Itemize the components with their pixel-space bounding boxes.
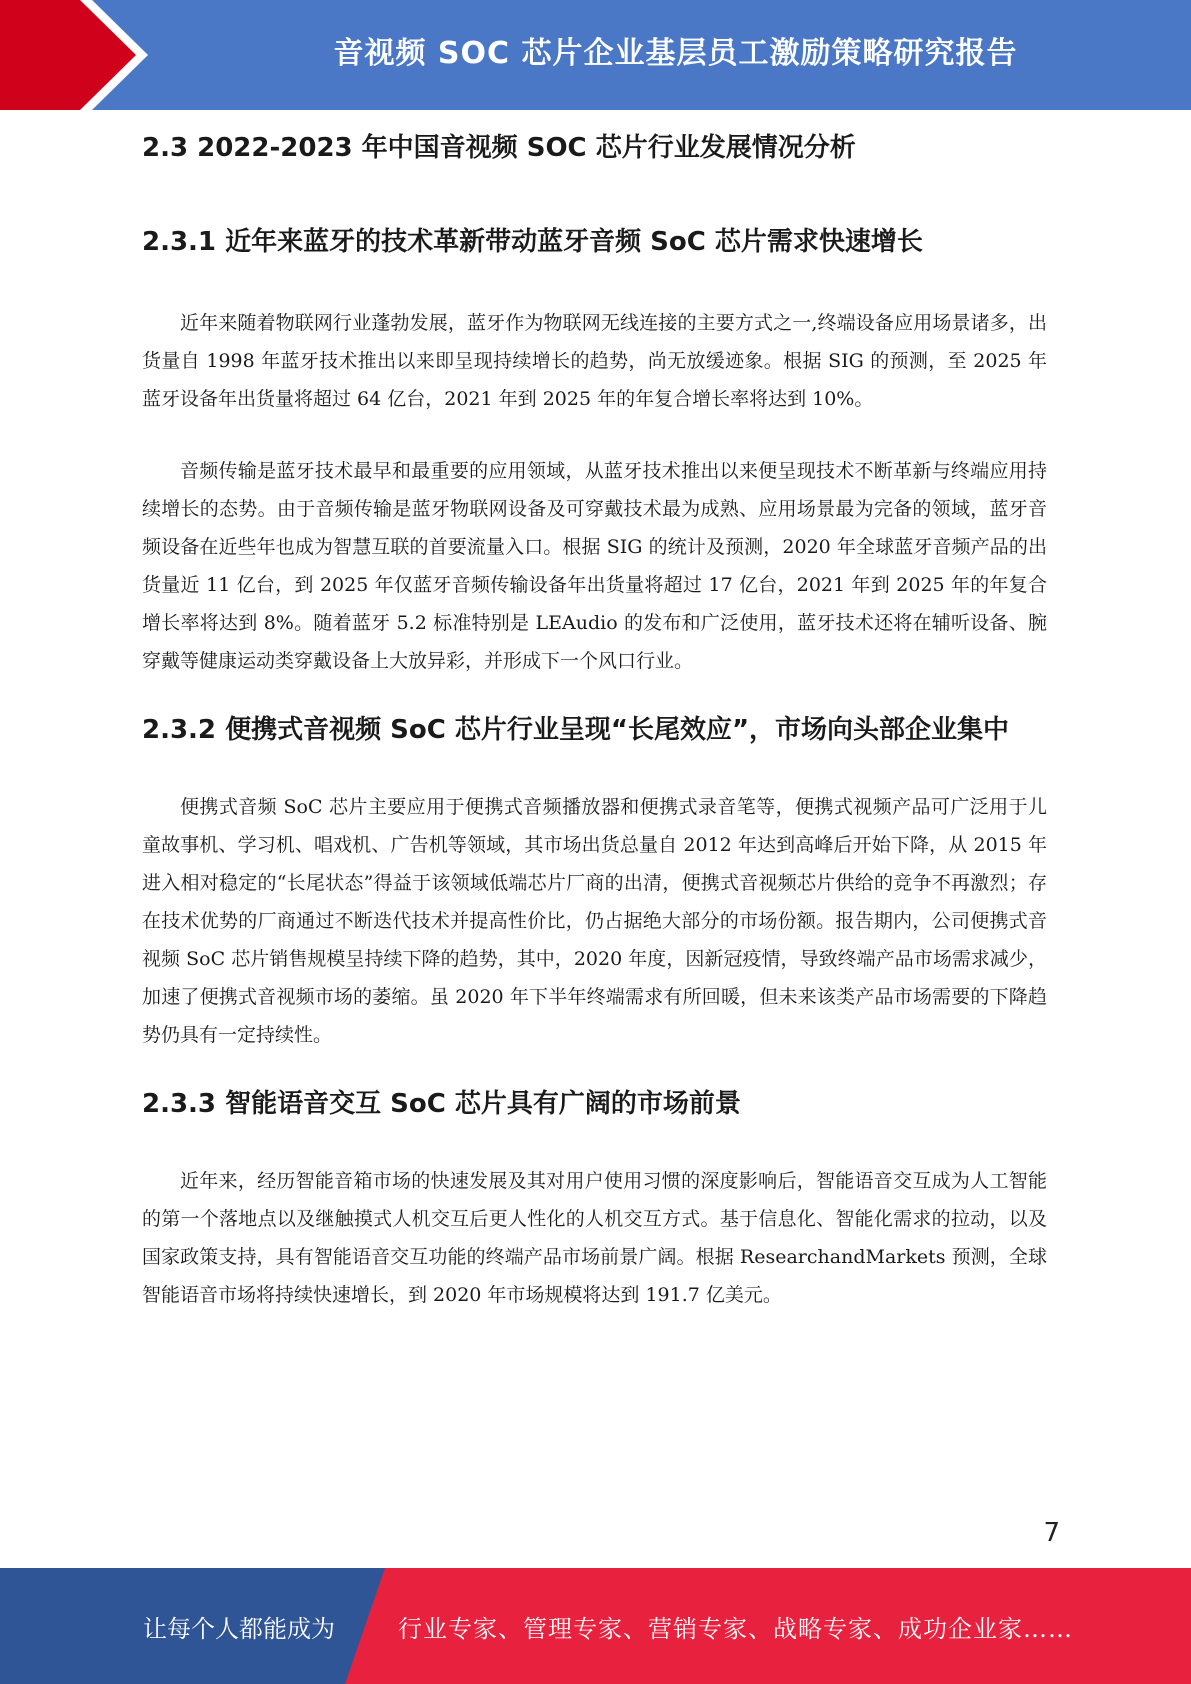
page-header [0, 0, 1191, 110]
subsection-heading-2-3-1: 2.3.1 近年来蓝牙的技术革新带动蓝牙音频 SoC 芯片需求快速增长 [142, 227, 923, 257]
paragraph: 音频传输是蓝牙技术最早和最重要的应用领域，从蓝牙技术推出以来便呈现技术不断革新与终端应用持续增长的态势。由于音频传输是蓝牙物联网设备及可穿戴技术最为成熟、应用场景最为完备的领域，蓝牙音频设备在近些年也成为智慧互联的首要流量入口。根据 SIG 的统计及预测，2020 年全球蓝牙音频产品的出货量近 11 亿台，到 2025 年仅蓝牙音频传输设备年出货量将超过 17 亿台，2021 年到 2025 年的年复合增长率将达到 8%。随着蓝牙 5.2 标准特别是 LEAudio 的发布和广泛使用，蓝牙技术还将在辅听设备、腕穿戴等健康运动类穿戴设备上大放异彩，并形成下一个风口行业。 [142, 460, 1047, 672]
footer-slogan-left: 让每个人都能成为 [143, 1614, 335, 1643]
paragraph: 近年来，经历智能音箱市场的快速发展及其对用户使用习惯的深度影响后，智能语音交互成为人工智能的第一个落地点以及继触摸式人机交互后更人性化的人机交互方式。基于信息化、智能化需求的拉动，以及国家政策支持，具有智能语音交互功能的终端产品市场前景广阔。根据 ResearchandMarkets 预测，全球智能语音市场将持续快速增长，到 2020 年市场规模将达到 191.7 亿美元。 [142, 1170, 1047, 1306]
page-footer [0, 1568, 1191, 1684]
page-number: 7 [1043, 1518, 1060, 1548]
header-red-arrow-decoration [0, 0, 160, 110]
main-content [142, 126, 1047, 1314]
footer-slogan-right: 行业专家、管理专家、营销专家、战略专家、成功企业家…… [398, 1614, 1073, 1643]
section-heading: 2.3 2022-2023 年中国音视频 SOC 芯片行业发展情况分析 [142, 133, 856, 163]
subsection-heading-2-3-2: 2.3.2 便携式音视频 SoC 芯片行业呈现“长尾效应”，市场向头部企业集中 [142, 715, 1010, 745]
report-title: 音视频 SOC 芯片企业基层员工激励策略研究报告 [333, 36, 1018, 71]
paragraph: 便携式音频 SoC 芯片主要应用于便携式音频播放器和便携式录音笔等，便携式视频产品可广泛用于儿童故事机、学习机、唱戏机、广告机等领域，其市场出货总量自 2012 年达到高峰后开始下降，从 2015 年进入相对稳定的“长尾状态”得益于该领域低端芯片厂商的出清，便携式音视频芯片供给的竞争不再激烈；存在技术优势的厂商通过不断迭代技术并提高性价比，仍占据绝大部分的市场份额。报告期内，公司便携式音视频 SoC 芯片销售规模呈持续下降的趋势，其中，2020 年度，因新冠疫情，导致终端产品市场需求减少，加速了便携式音视频市场的萎缩。虽 2020 年下半年终端需求有所回暖，但未来该类产品市场需要的下降趋势仍具有一定持续性。 [142, 796, 1047, 1046]
subsection-heading-2-3-3: 2.3.3 智能语音交互 SoC 芯片具有广阔的市场前景 [142, 1089, 741, 1119]
paragraph: 近年来随着物联网行业蓬勃发展，蓝牙作为物联网无线连接的主要方式之一,终端设备应用场景诸多，出货量自 1998 年蓝牙技术推出以来即呈现持续增长的趋势，尚无放缓迹象。根据 SIG 的预测，至 2025 年蓝牙设备年出货量将超过 64 亿台，2021 年到 2025 年的年复合增长率将达到 10%。 [142, 312, 1047, 410]
